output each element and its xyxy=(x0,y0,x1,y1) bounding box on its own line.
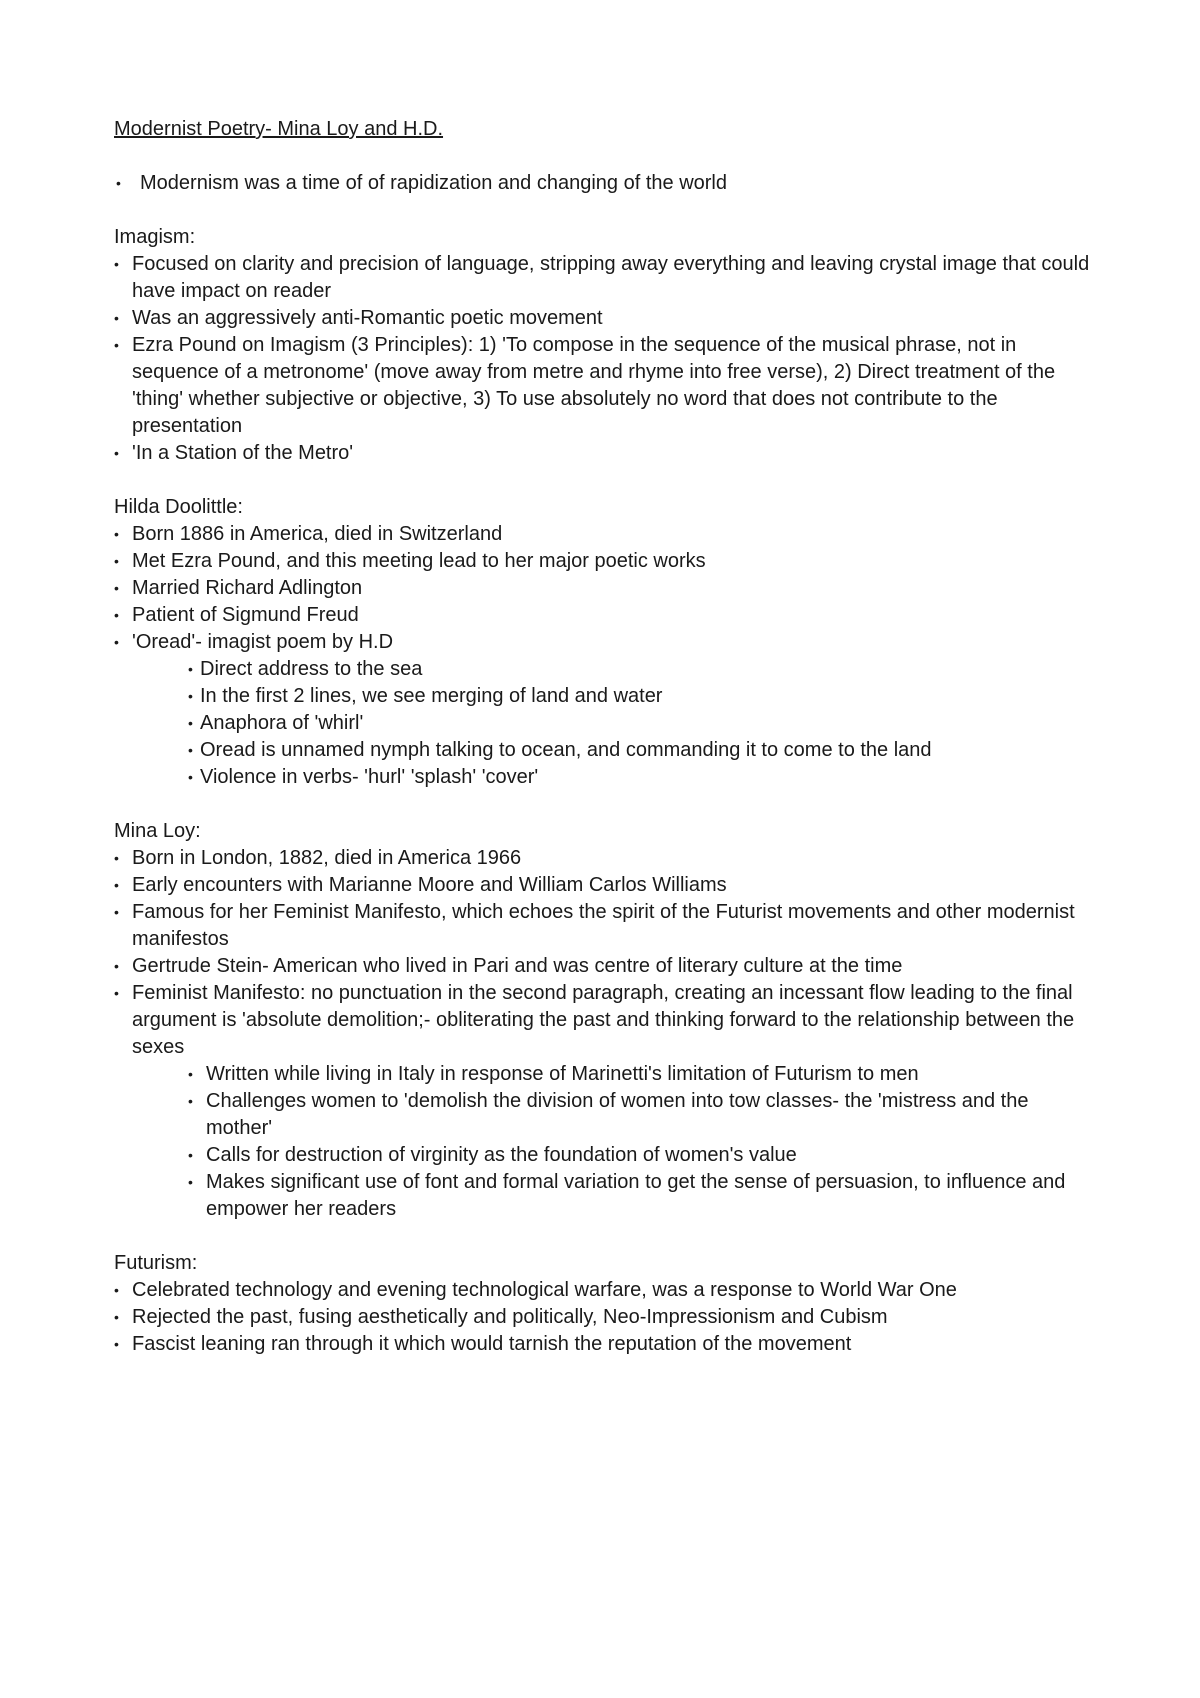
list-item: • 'In a Station of the Metro' xyxy=(114,440,1094,467)
section-futurism xyxy=(114,1250,1094,1358)
bullet-icon: • xyxy=(188,1147,193,1163)
bullet-icon: • xyxy=(114,1282,119,1298)
bullet-icon: • xyxy=(188,715,193,731)
sub-list-item: • Written while living in Italy in response of Marinetti's limitation of Futurism to men xyxy=(114,1061,1094,1088)
list-item: • Born in London, 1882, died in America 1966 xyxy=(114,845,1094,872)
sub-list-item: • Calls for destruction of virginity as the foundation of women's value xyxy=(114,1142,1094,1169)
sub-list-item: • Violence in verbs- 'hurl' 'splash' 'cover' xyxy=(114,764,1094,791)
sub-list-item: • In the first 2 lines, we see merging of land and water xyxy=(114,683,1094,710)
list-item: • Early encounters with Marianne Moore and William Carlos Williams xyxy=(114,872,1094,899)
section-mina-loy xyxy=(114,818,1094,1223)
list-item: • Born 1886 in America, died in Switzerland xyxy=(114,521,1094,548)
section-imagism xyxy=(114,224,1094,467)
section-heading: Imagism: xyxy=(114,226,196,248)
list-item: • Feminist Manifesto: no punctuation in the second paragraph, creating an incessant flow leading to the final argument is 'absolute demolition;- obliterating the past and thinking forward to the relationship between the sexes xyxy=(114,982,1075,1058)
bullet-icon: • xyxy=(188,1174,193,1190)
list-item: • Celebrated technology and evening technological warfare, was a response to World War One xyxy=(114,1277,1094,1304)
bullet-icon: • xyxy=(114,445,119,461)
list-item: • 'Oread'- imagist poem by H.D xyxy=(114,629,1094,656)
list-item: • Met Ezra Pound, and this meeting lead to her major poetic works xyxy=(114,548,1094,575)
bullet-icon: • xyxy=(188,769,193,785)
section-heading: Mina Loy: xyxy=(114,820,201,842)
list-item: • Focused on clarity and precision of language, stripping away everything and leaving crystal image that could have impact on reader xyxy=(114,253,1090,302)
bullet-icon: • xyxy=(116,175,121,191)
list-item: • Ezra Pound on Imagism (3 Principles): 1) 'To compose in the sequence of the musical phrase, not in sequence of a metronome' (move away from metre and rhyme into free verse), 2) Direct treatment of the 'thing' whether subjective or objective, 3) To use absolutely no word that does not contribute to the presentation xyxy=(114,334,1056,437)
bullet-icon: • xyxy=(114,850,119,866)
bullet-icon: • xyxy=(188,688,193,704)
bullet-icon: • xyxy=(114,877,119,893)
list-item: • Fascist leaning ran through it which would tarnish the reputation of the movement xyxy=(114,1331,1094,1358)
bullet-icon: • xyxy=(114,607,119,623)
sub-list-item: • Challenges women to 'demolish the division of women into tow classes- the 'mistress and the mother' xyxy=(188,1090,1029,1139)
bullet-icon: • xyxy=(114,634,119,650)
sub-list-item: • Oread is unnamed nymph talking to ocean, and commanding it to come to the land xyxy=(114,737,1094,764)
bullet-icon: • xyxy=(114,958,119,974)
bullet-icon: • xyxy=(188,661,193,677)
bullet-icon: • xyxy=(188,742,193,758)
bullet-icon: • xyxy=(114,985,119,1001)
bullet-icon: • xyxy=(114,310,119,326)
bullet-icon: • xyxy=(114,904,119,920)
bullet-icon: • xyxy=(114,256,119,272)
list-item: • Patient of Sigmund Freud xyxy=(114,602,1094,629)
sub-list-item: • Anaphora of 'whirl' xyxy=(114,710,1094,737)
section-hilda-doolittle xyxy=(114,494,1094,791)
sub-list-item: • Makes significant use of font and formal variation to get the sense of persuasion, to influence and empower her readers xyxy=(188,1171,1066,1220)
list-item: • Modernism was a time of of rapidization and changing of the world xyxy=(114,170,1094,197)
intro-list xyxy=(114,170,1094,197)
bullet-icon: • xyxy=(114,1336,119,1352)
sub-list-item: • Direct address to the sea xyxy=(114,656,1094,683)
list-item: • Rejected the past, fusing aesthetically and politically, Neo-Impressionism and Cubism xyxy=(114,1304,1094,1331)
bullet-icon: • xyxy=(114,580,119,596)
list-item: • Married Richard Adlington xyxy=(114,575,1094,602)
list-item: • Was an aggressively anti-Romantic poetic movement xyxy=(114,305,1094,332)
list-item: • Gertrude Stein- American who lived in Pari and was centre of literary culture at the time xyxy=(114,953,1094,980)
list-item: • Famous for her Feminist Manifesto, which echoes the spirit of the Futurist movements and other modernist manifestos xyxy=(114,901,1075,950)
bullet-icon: • xyxy=(188,1066,193,1082)
section-heading: Hilda Doolittle: xyxy=(114,496,243,518)
bullet-icon: • xyxy=(188,1093,193,1109)
section-heading: Futurism: xyxy=(114,1252,198,1274)
bullet-icon: • xyxy=(114,553,119,569)
bullet-icon: • xyxy=(114,526,119,542)
bullet-icon: • xyxy=(114,337,119,353)
bullet-icon: • xyxy=(114,1309,119,1325)
document-body xyxy=(114,116,1094,1358)
document-title: Modernist Poetry- Mina Loy and H.D. xyxy=(114,118,444,140)
